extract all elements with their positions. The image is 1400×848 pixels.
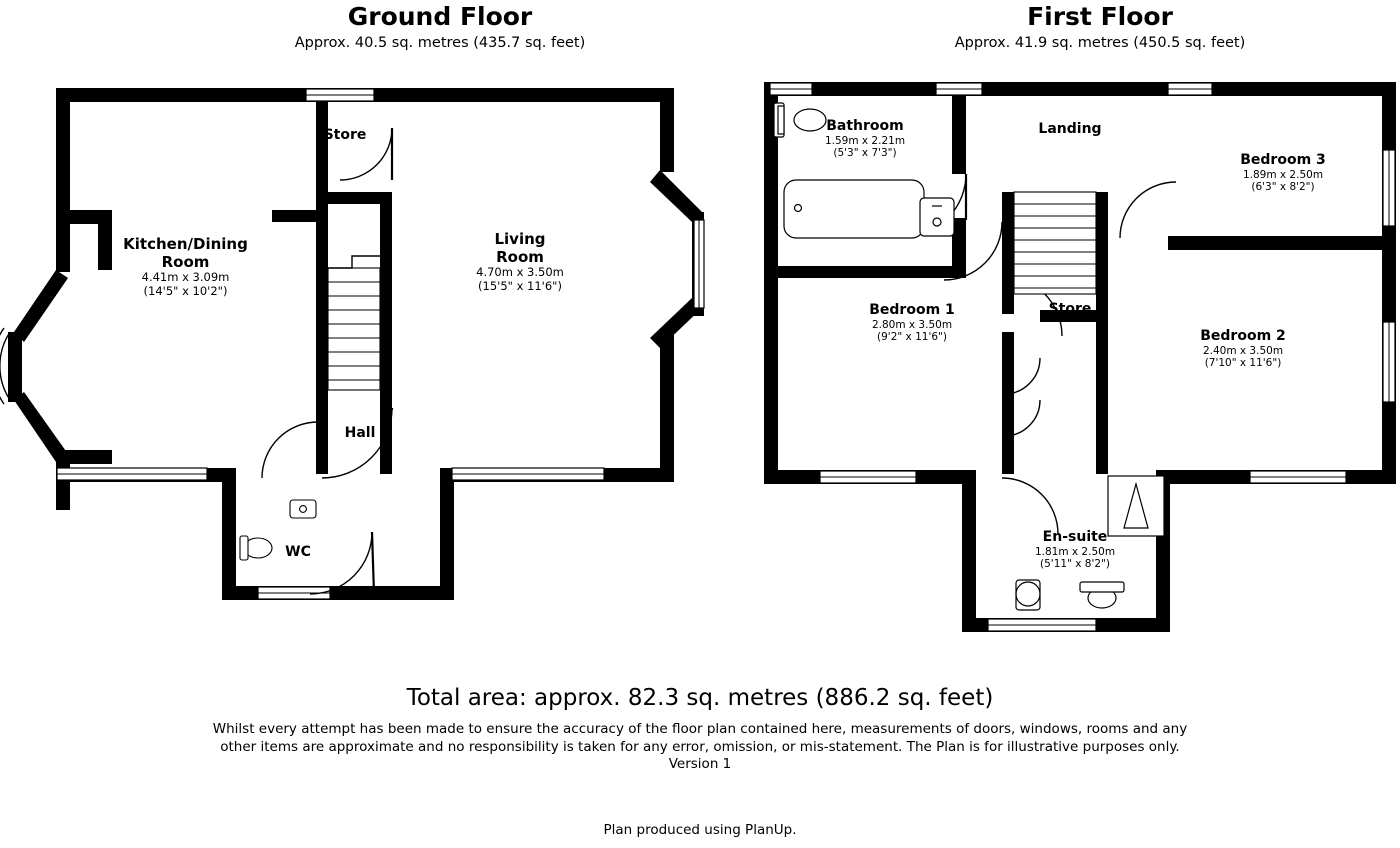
- room-dims-imperial: (9'2" x 11'6"): [877, 331, 947, 344]
- producer-credit: Plan produced using PlanUp.: [603, 822, 797, 838]
- ground-floor-title: Ground Floor: [347, 2, 533, 31]
- room-dims-imperial: (14'5" x 10'2"): [143, 284, 228, 299]
- room-dims-metric: 2.80m x 3.50m: [871, 318, 953, 331]
- room-name-second-line: Room: [161, 252, 210, 271]
- room-name: Bedroom 1: [869, 302, 955, 318]
- room-label-store-ground: [280, 127, 410, 144]
- room-label-kitchen-dining: [108, 236, 263, 299]
- room-label-ensuite: [1010, 529, 1140, 571]
- ground-floor-stairs: [328, 256, 380, 390]
- room-label-living-room: [442, 231, 598, 294]
- room-name: Bedroom 3: [1240, 152, 1326, 168]
- room-label-hall: [300, 425, 420, 442]
- room-dims-imperial: (7'10" x 11'6"): [1204, 357, 1282, 370]
- room-label-bathroom: [800, 118, 930, 160]
- room-name: En-suite: [1042, 529, 1108, 545]
- room-label-bedroom-2: [1168, 328, 1318, 370]
- first-floor-subtitle: Approx. 41.9 sq. metres (450.5 sq. feet): [954, 35, 1246, 51]
- ground-floor-subtitle: Approx. 40.5 sq. metres (435.7 sq. feet): [294, 35, 586, 51]
- total-area-text: Total area: approx. 82.3 sq. metres (886.2 sq. feet): [406, 685, 994, 711]
- first-floor-title: First Floor: [1027, 2, 1173, 31]
- room-name: Hall: [344, 425, 376, 441]
- room-name: Living: [494, 230, 546, 248]
- room-dims-metric: 1.59m x 2.21m: [824, 134, 906, 147]
- ground-floor-drawing: [0, 70, 740, 630]
- room-name: Bathroom: [826, 118, 904, 134]
- first-floor-stairs: [1014, 192, 1096, 294]
- room-name: Store: [1048, 301, 1092, 317]
- version-text: Version 1: [668, 756, 732, 772]
- room-dims-metric: 2.40m x 3.50m: [1202, 344, 1284, 357]
- room-name: Kitchen/Dining: [123, 235, 248, 253]
- room-dims-metric: 1.81m x 2.50m: [1034, 545, 1116, 558]
- room-name-second-line: Room: [496, 247, 544, 266]
- room-name: Landing: [1038, 121, 1102, 137]
- room-name: Bedroom 2: [1200, 328, 1286, 344]
- room-dims-imperial: (6'3" x 8'2"): [1251, 181, 1315, 194]
- room-label-store-first: [1025, 301, 1115, 318]
- room-dims-metric: 4.41m x 3.09m: [141, 270, 230, 285]
- room-dims-imperial: (5'11" x 8'2"): [1040, 558, 1110, 571]
- disclaimer-line-1: Whilst every attempt has been made to ensure the accuracy of the floor plan contained here, measurements of doors, windows, rooms and any: [212, 721, 1188, 737]
- disclaimer-line-2: other items are approximate and no responsibility is taken for any error, omission, or mis-statement. The Plan is for illustrative purposes only.: [220, 739, 1180, 755]
- room-name: WC: [285, 544, 311, 560]
- room-label-landing: [1005, 121, 1135, 138]
- room-dims-imperial: (5'3" x 7'3"): [833, 147, 897, 160]
- room-dims-metric: 1.89m x 2.50m: [1242, 168, 1324, 181]
- room-label-wc: [250, 544, 346, 561]
- room-label-bedroom-3: [1218, 152, 1348, 194]
- room-dims-imperial: (15'5" x 11'6"): [478, 279, 562, 294]
- room-dims-metric: 4.70m x 3.50m: [476, 265, 564, 280]
- room-label-bedroom-1: [838, 302, 986, 344]
- room-name: Store: [323, 127, 367, 143]
